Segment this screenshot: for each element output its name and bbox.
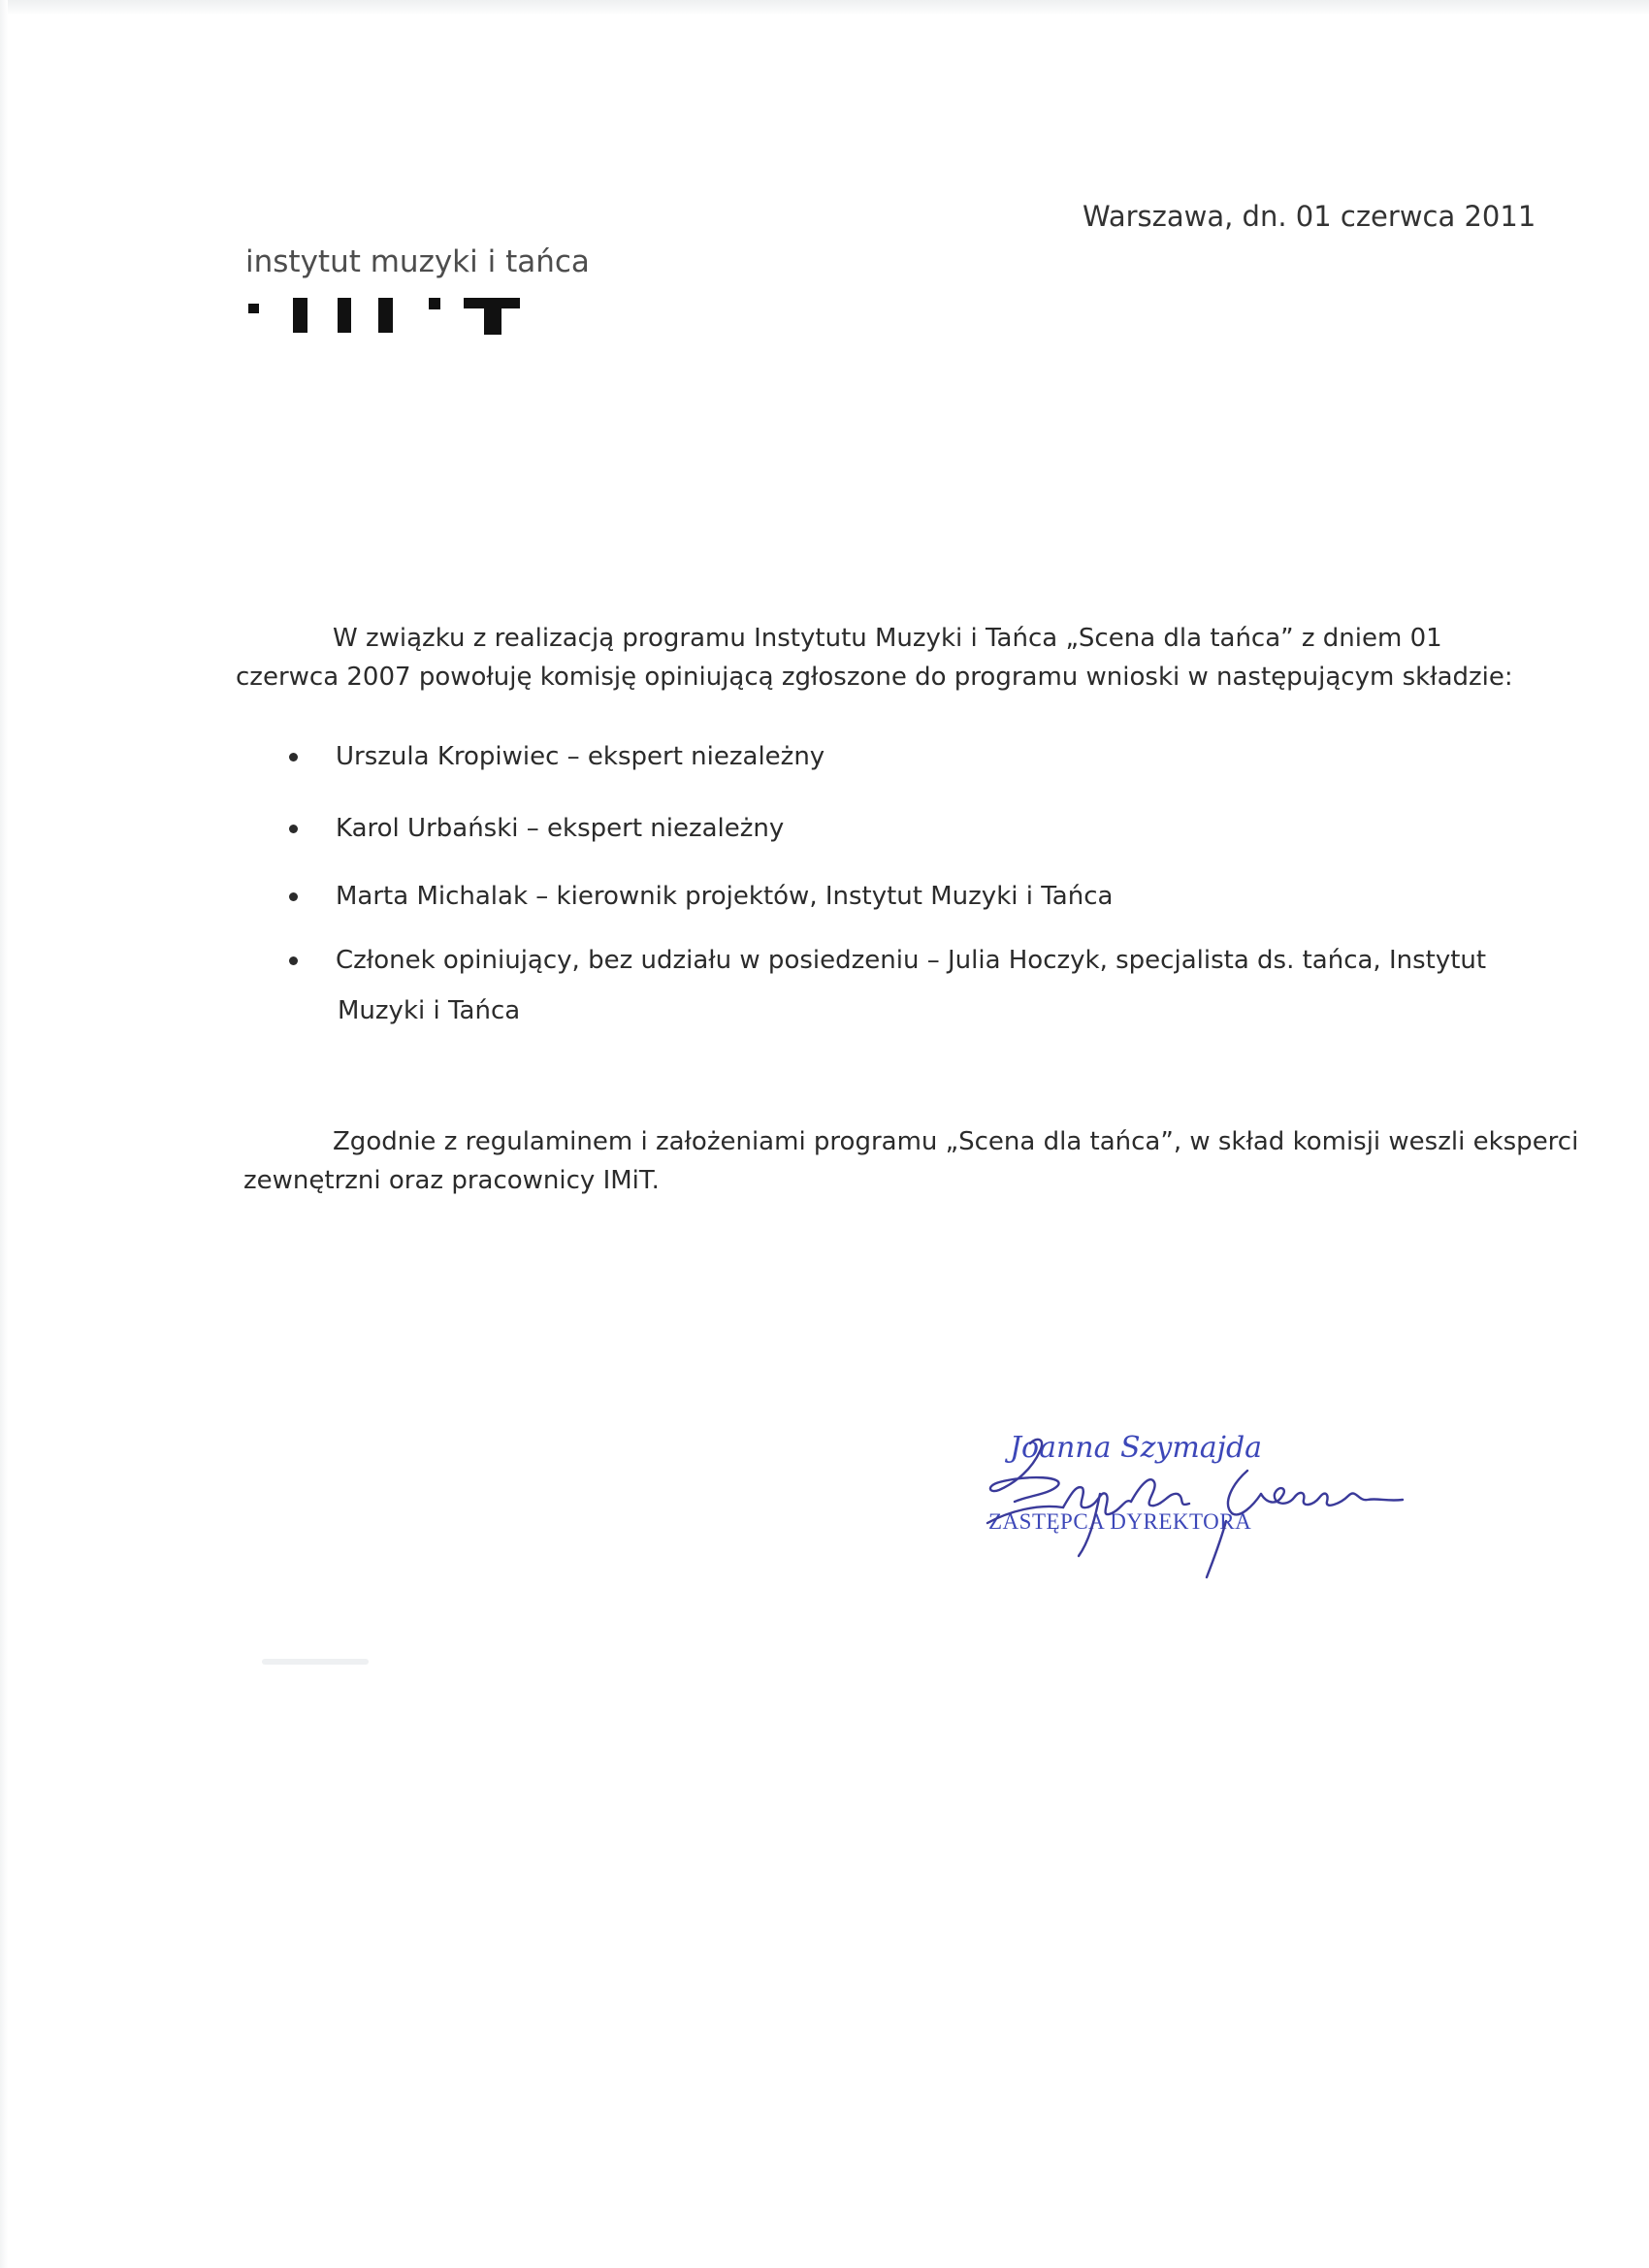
closing-line: zewnętrzni oraz pracownicy IMiT. (243, 1166, 660, 1195)
scan-smudge (262, 1659, 369, 1665)
handwritten-signature (970, 1426, 1426, 1581)
scan-left-edge (0, 0, 8, 2268)
letter-date: Warszawa, dn. 01 czerwca 2011 (1083, 200, 1536, 233)
member-text: Marta Michalak – kierownik projektów, Instytut Muzyki i Tańca (336, 882, 1114, 911)
closing-line: Zgodnie z regulaminem i założeniami programu „Scena dla tańca”, w skład komisji weszli eksperci (333, 1127, 1579, 1156)
member-text-continued: Muzyki i Tańca (338, 996, 521, 1025)
member-text: Członek opiniujący, bez udziału w posiedzeniu – Julia Hoczyk, specjalista ds. tańca, Instytut (336, 946, 1487, 975)
member-text: Urszula Kropiwiec – ekspert niezależny (336, 742, 825, 771)
member-text: Karol Urbański – ekspert niezależny (336, 814, 785, 843)
stamp-name: Joanna Szymajda (1010, 1431, 1263, 1465)
imit-logo-icon (248, 294, 559, 339)
bullet-icon (289, 892, 298, 901)
logo-wordmark: instytut muzyki i tańca (245, 244, 590, 279)
bullet-icon (289, 956, 298, 965)
intro-line: czerwca 2007 powołuję komisję opiniującą zgłoszone do programu wnioski w następującym składzie: (236, 663, 1513, 692)
stamp-title: ZASTĘPCA DYREKTORA (988, 1509, 1252, 1534)
scan-top-edge (0, 0, 1649, 16)
bullet-icon (289, 753, 298, 761)
bullet-icon (289, 825, 298, 833)
closing-paragraph (243, 1122, 1578, 1200)
intro-line: W związku z realizacją programu Instytutu Muzyki i Tańca „Scena dla tańca” z dniem 01 (333, 624, 1442, 653)
intro-paragraph (236, 619, 1513, 697)
